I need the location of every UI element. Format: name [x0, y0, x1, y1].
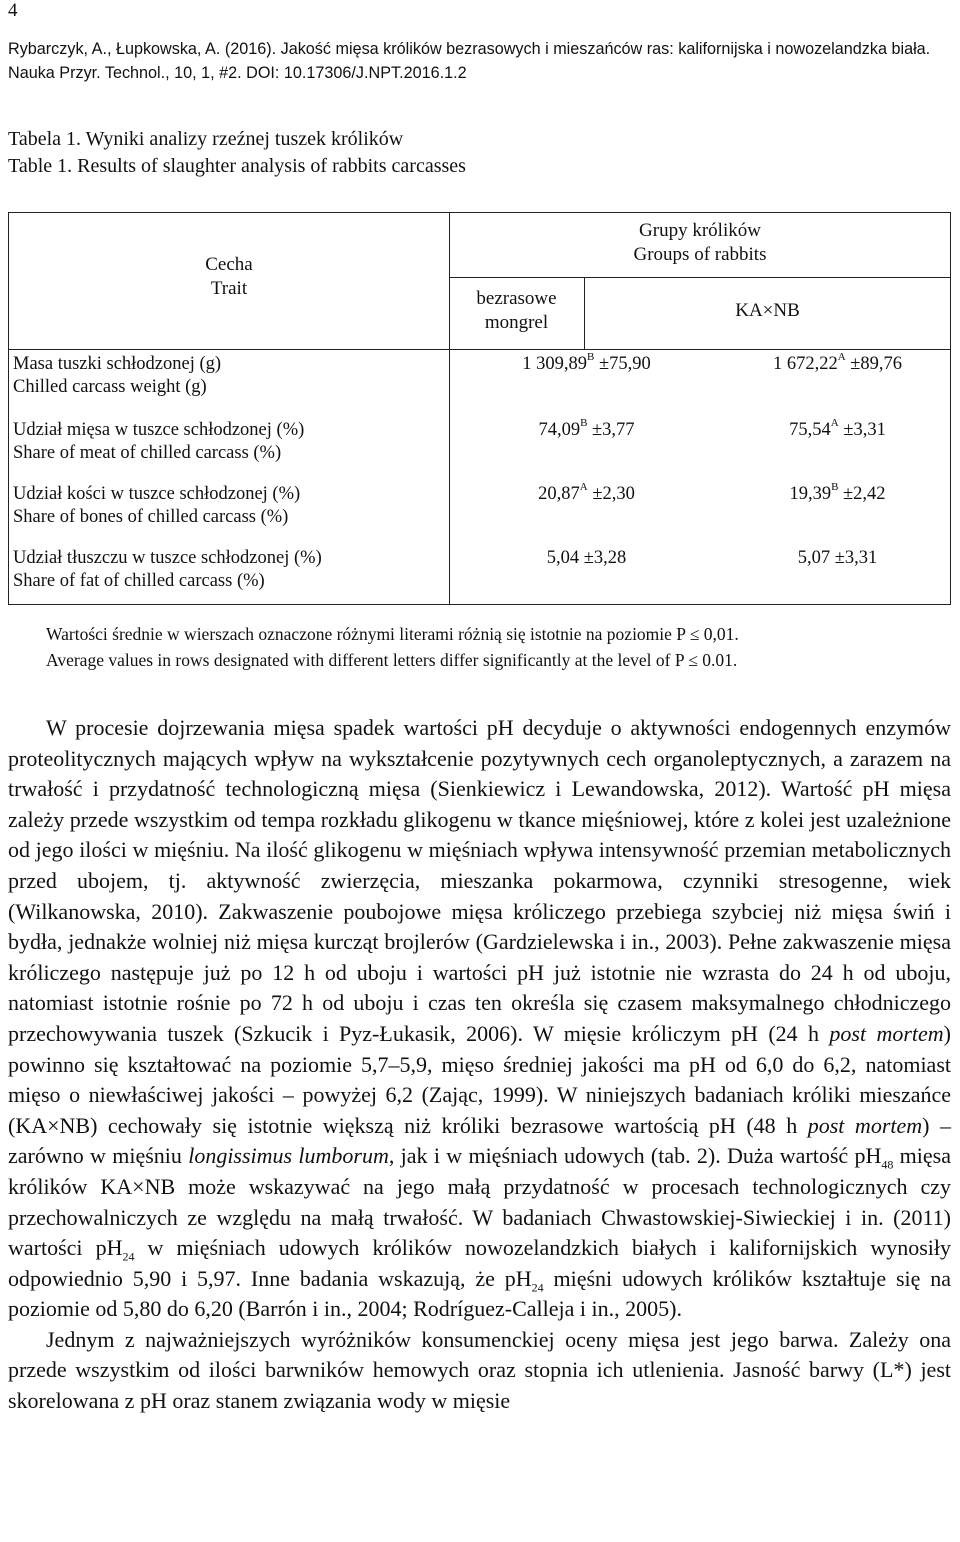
header-groups-pl: Grupy królików [639, 220, 761, 241]
results-table [8, 212, 951, 605]
header-mongrel-en: mongrel [484, 312, 549, 333]
value-kanb: $75,54^A \pm 3,31$ [789, 416, 886, 440]
table-divider [449, 277, 951, 278]
header-mongrel [449, 287, 584, 335]
header-groups [449, 219, 951, 267]
trait-en: Share of meat of chilled carcass (%) [13, 443, 282, 463]
trait-pl: Udział mięsa w tuszce schłodzonej (%) [13, 420, 305, 440]
table-caption-pl: Tabela 1. Wyniki analizy rzeźnej tuszek królików [8, 128, 404, 150]
trait-pl: Udział tłuszczu w tuszce schłodzonej (%) [13, 548, 322, 568]
trait-pl: Udział kości w tuszce schłodzonej (%) [13, 484, 301, 504]
table-notes [46, 621, 951, 673]
value-mongrel: $74,09^B \pm 3,77$ [538, 416, 635, 440]
citation: Rybarczyk, A., Łupkowska, A. (2016). Jakość mięsa królików bezrasowych i mieszańców ras: kalifornijska i nowozelandzka biała. Nauka Przyr. Technol., 10, 1, #2. DOI: 10.17306/J.NPT.2016.1.2 [8, 40, 931, 82]
table-divider [9, 349, 951, 350]
header-trait-en: Trait [210, 278, 248, 299]
value-kanb: 1 $672,22^A \pm 89,76$ [772, 350, 903, 374]
page-number: 4 [8, 0, 18, 21]
paragraph: Jednym z najważniejszych wyróżników konsumenckiej oceny mięsa jest jego barwa. Zależy ona przede wszystkim od ilości barwników hemowych oraz stopnia ich utlenienia. Jasność barwy (L*) jest skorelowana z pH oraz stanem związania wody w mięsie [8, 1326, 951, 1414]
trait-en: Share of fat of chilled carcass (%) [13, 571, 265, 591]
trait-pl: Masa tuszki schłodzonej (g) [13, 354, 222, 374]
value-mongrel: $20,87^A \pm 2,30$ [538, 480, 635, 504]
trait-en: Chilled carcass weight (g) [13, 377, 207, 397]
trait-en: Share of bones of chilled carcass (%) [13, 507, 289, 527]
header-trait-pl: Cecha [205, 254, 253, 275]
note-en: Average values in rows designated with different letters differ significantly at the level of P ≤ 0.01. [46, 650, 738, 670]
value-mongrel: 1 $309,89^B \pm 75,90$ [522, 350, 651, 374]
value-mongrel: 5,04 ±3,28 [546, 548, 627, 568]
table-caption [8, 126, 466, 180]
header-trait [9, 253, 449, 301]
note-pl: Wartości średnie w wierszach oznaczone różnymi literami różnią się istotnie na poziomie P ≤ 0,01. [46, 624, 739, 644]
value-kanb: 5,07 ±3,31 [797, 548, 878, 568]
table-caption-en: Table 1. Results of slaughter analysis of rabbits carcasses [8, 155, 466, 177]
header-kanb: KA×NB [735, 300, 800, 321]
header-mongrel-pl: bezrasowe [476, 288, 557, 309]
paragraph: W procesie dojrzewania mięsa spadek wartości pH decyduje o aktywności endogennych enzymów proteolitycznych mających wpływ na wykształcenie pozytywnych cech organoleptycznych, a zarazem na trwałość i przydatność technologiczną mięsa (Sienkiewicz i Lewandowska, 2012). Wartość pH mięsa zależy przede wszystkim od tempa rozkładu glikogenu w tkance mięśniowej, które z kolei jest uzależnione od jego ilości w mięśniu. Na ilość glikogenu w mięśniach wpływa intensywność przemian metabolicznych przed ubojem, tj. aktywność zwierzęcia, mieszanka pokarmowa, czynniki stresogenne, wiek (Wilkanowska, 2010). Zakwaszenie poubojowe mięsa króliczego przebiega szybciej niż mięsa świń i bydła, jednakże wolniej niż mięsa kurcząt brojlerów (Gardzielewska i in., 2003). Pełne zakwaszenie mięsa króliczego następuje już po 12 h od uboju i wartości pH już istotnie nie wzrasta do 24 h od uboju, natomiast istotnie rośnie po 72 h od uboju i czas ten określa się czasem maksymalnego chłodniczego przechowywania tuszek (Szkucik i Pyz-Łukasik, 2006). W mięsie króliczym pH (24 h post mortem) powinno się kształtować na poziomie 5,7–5,9, mięso średniej jakości ma pH od 6,0 do 6,2, natomiast mięso o niewłaściwej jakości – powyżej 6,2 (Zając, 1999). W niniejszych badaniach króliki mieszańce (KA×NB) cechowały się istotnie większą niż króliki bezrasowe wartością pH (48 h post mortem) – zarówno w mięśniu longissimus lumborum, jak i w mięśniach udowych (tab. 2). Duża wartość $pH_{48}$ mięsa królików KA×NB może wskazywać na jego małą przydatność w procesach technologicznych czy przechowalniczych ze względu na małą trwałość. W badaniach Chwastowskiej-Siwieckiej i in. (2011) wartości $pH_{24}$ w mięśniach udowych królików nowozelandzkich białych i kalifornijskich wynosiły odpowiednio 5,90 i 5,97. Inne badania wskazują, że $pH_{24}$ mięśni udowych królików kształtuje się na poziomie od 5,80 do 6,20 (Barrón i in., 2004; Rodríguez-Calleja i in., 2005). [8, 715, 952, 1322]
value-kanb: $19,39^B \pm 2,42$ [789, 480, 886, 504]
header-groups-en: Groups of rabbits [633, 244, 767, 265]
body-text [8, 713, 951, 1417]
